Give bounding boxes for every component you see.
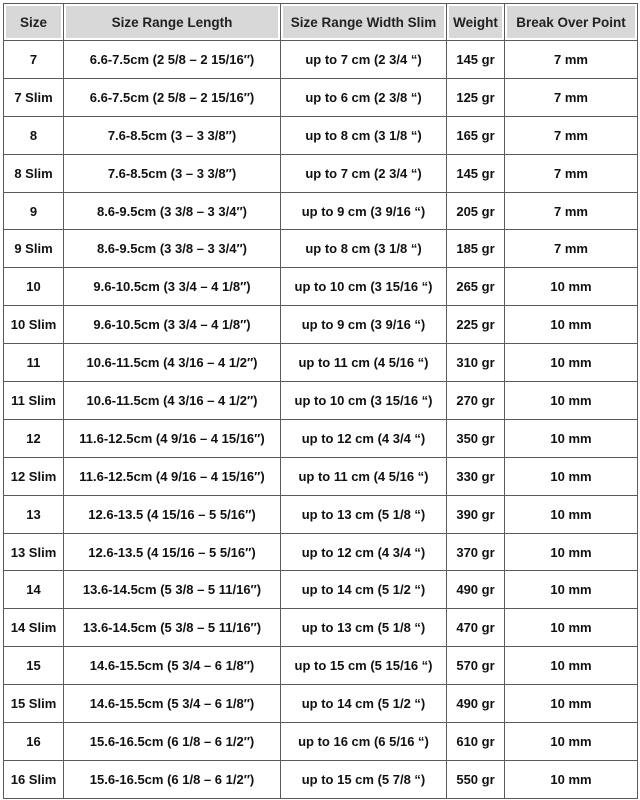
- table-row: [4, 155, 638, 193]
- table-row: [4, 420, 638, 458]
- cell-break-over-point: 10 mm: [505, 268, 638, 306]
- cell-size-range-width: up to 6 cm (2 3/8 “): [281, 79, 447, 117]
- cell-size: 16 Slim: [4, 761, 64, 799]
- cell-size-range-width: up to 12 cm (4 3/4 “): [281, 534, 447, 572]
- cell-size: 14 Slim: [4, 609, 64, 647]
- header-row: [4, 4, 638, 41]
- header-size: Size: [4, 4, 64, 41]
- table-row: [4, 230, 638, 268]
- cell-size: 14: [4, 571, 64, 609]
- cell-weight: 470 gr: [447, 609, 505, 647]
- cell-weight: 330 gr: [447, 458, 505, 496]
- table-row: [4, 534, 638, 572]
- table-row: [4, 723, 638, 761]
- table-row: [4, 571, 638, 609]
- cell-size-range-length: 13.6-14.5cm (5 3/8 – 5 11/16″): [64, 571, 281, 609]
- cell-weight: 125 gr: [447, 79, 505, 117]
- cell-size-range-length: 7.6-8.5cm (3 – 3 3/8″): [64, 155, 281, 193]
- cell-break-over-point: 10 mm: [505, 306, 638, 344]
- cell-size: 7 Slim: [4, 79, 64, 117]
- cell-size-range-width: up to 11 cm (4 5/16 “): [281, 344, 447, 382]
- cell-break-over-point: 7 mm: [505, 230, 638, 268]
- cell-size-range-width: up to 12 cm (4 3/4 “): [281, 420, 447, 458]
- cell-weight: 225 gr: [447, 306, 505, 344]
- table-row: [4, 647, 638, 685]
- cell-size-range-length: 10.6-11.5cm (4 3/16 – 4 1/2″): [64, 382, 281, 420]
- cell-size: 13: [4, 496, 64, 534]
- cell-size: 10: [4, 268, 64, 306]
- table-row: [4, 685, 638, 723]
- cell-size-range-length: 11.6-12.5cm (4 9/16 – 4 15/16″): [64, 420, 281, 458]
- cell-size-range-width: up to 10 cm (3 15/16 “): [281, 382, 447, 420]
- header-weight: Weight: [447, 4, 505, 41]
- cell-weight: 145 gr: [447, 155, 505, 193]
- cell-size-range-width: up to 14 cm (5 1/2 “): [281, 571, 447, 609]
- cell-size: 10 Slim: [4, 306, 64, 344]
- cell-weight: 570 gr: [447, 647, 505, 685]
- cell-break-over-point: 10 mm: [505, 496, 638, 534]
- cell-size: 11 Slim: [4, 382, 64, 420]
- header-size-range-width: Size Range Width Slim: [281, 4, 447, 41]
- cell-size-range-length: 14.6-15.5cm (5 3/4 – 6 1/8″): [64, 685, 281, 723]
- size-chart-table: [3, 3, 638, 799]
- table-row: [4, 79, 638, 117]
- cell-size-range-width: up to 9 cm (3 9/16 “): [281, 193, 447, 231]
- cell-size-range-length: 9.6-10.5cm (3 3/4 – 4 1/8″): [64, 268, 281, 306]
- table-body: [4, 41, 638, 799]
- cell-size-range-width: up to 8 cm (3 1/8 “): [281, 117, 447, 155]
- cell-weight: 490 gr: [447, 571, 505, 609]
- cell-size-range-length: 9.6-10.5cm (3 3/4 – 4 1/8″): [64, 306, 281, 344]
- cell-size: 8 Slim: [4, 155, 64, 193]
- cell-size-range-length: 14.6-15.5cm (5 3/4 – 6 1/8″): [64, 647, 281, 685]
- cell-break-over-point: 7 mm: [505, 117, 638, 155]
- cell-weight: 145 gr: [447, 41, 505, 79]
- cell-size-range-length: 8.6-9.5cm (3 3/8 – 3 3/4″): [64, 193, 281, 231]
- cell-size-range-length: 6.6-7.5cm (2 5/8 – 2 15/16″): [64, 41, 281, 79]
- table-row: [4, 458, 638, 496]
- cell-size-range-length: 10.6-11.5cm (4 3/16 – 4 1/2″): [64, 344, 281, 382]
- cell-break-over-point: 7 mm: [505, 41, 638, 79]
- header-break-over-point: Break Over Point: [505, 4, 638, 41]
- table-row: [4, 382, 638, 420]
- cell-size-range-length: 11.6-12.5cm (4 9/16 – 4 15/16″): [64, 458, 281, 496]
- cell-size-range-length: 7.6-8.5cm (3 – 3 3/8″): [64, 117, 281, 155]
- cell-weight: 205 gr: [447, 193, 505, 231]
- cell-size-range-length: 15.6-16.5cm (6 1/8 – 6 1/2″): [64, 723, 281, 761]
- cell-size-range-width: up to 11 cm (4 5/16 “): [281, 458, 447, 496]
- cell-size: 15: [4, 647, 64, 685]
- cell-size: 13 Slim: [4, 534, 64, 572]
- cell-weight: 185 gr: [447, 230, 505, 268]
- table-row: [4, 193, 638, 231]
- cell-size: 9 Slim: [4, 230, 64, 268]
- cell-size-range-width: up to 7 cm (2 3/4 “): [281, 41, 447, 79]
- cell-size-range-width: up to 8 cm (3 1/8 “): [281, 230, 447, 268]
- header-size-range-length: Size Range Length: [64, 4, 281, 41]
- cell-weight: 550 gr: [447, 761, 505, 799]
- cell-size-range-length: 8.6-9.5cm (3 3/8 – 3 3/4″): [64, 230, 281, 268]
- table-row: [4, 344, 638, 382]
- cell-break-over-point: 10 mm: [505, 458, 638, 496]
- table-row: [4, 761, 638, 799]
- cell-size-range-length: 15.6-16.5cm (6 1/8 – 6 1/2″): [64, 761, 281, 799]
- cell-size-range-width: up to 15 cm (5 7/8 “): [281, 761, 447, 799]
- cell-break-over-point: 10 mm: [505, 685, 638, 723]
- cell-size-range-width: up to 14 cm (5 1/2 “): [281, 685, 447, 723]
- cell-size: 12: [4, 420, 64, 458]
- cell-size: 15 Slim: [4, 685, 64, 723]
- cell-size: 11: [4, 344, 64, 382]
- cell-weight: 310 gr: [447, 344, 505, 382]
- cell-size-range-width: up to 16 cm (6 5/16 “): [281, 723, 447, 761]
- cell-break-over-point: 7 mm: [505, 155, 638, 193]
- cell-break-over-point: 7 mm: [505, 193, 638, 231]
- table-row: [4, 268, 638, 306]
- cell-size: 7: [4, 41, 64, 79]
- cell-weight: 490 gr: [447, 685, 505, 723]
- cell-break-over-point: 10 mm: [505, 534, 638, 572]
- cell-break-over-point: 10 mm: [505, 571, 638, 609]
- cell-weight: 610 gr: [447, 723, 505, 761]
- table-row: [4, 306, 638, 344]
- cell-weight: 165 gr: [447, 117, 505, 155]
- cell-size: 8: [4, 117, 64, 155]
- cell-weight: 390 gr: [447, 496, 505, 534]
- cell-break-over-point: 10 mm: [505, 761, 638, 799]
- table-row: [4, 117, 638, 155]
- cell-break-over-point: 10 mm: [505, 344, 638, 382]
- cell-size-range-width: up to 13 cm (5 1/8 “): [281, 496, 447, 534]
- cell-break-over-point: 7 mm: [505, 79, 638, 117]
- cell-size-range-width: up to 13 cm (5 1/8 “): [281, 609, 447, 647]
- table-row: [4, 609, 638, 647]
- cell-weight: 350 gr: [447, 420, 505, 458]
- table-row: [4, 496, 638, 534]
- cell-weight: 370 gr: [447, 534, 505, 572]
- cell-size-range-width: up to 7 cm (2 3/4 “): [281, 155, 447, 193]
- cell-break-over-point: 10 mm: [505, 647, 638, 685]
- cell-size-range-width: up to 9 cm (3 9/16 “): [281, 306, 447, 344]
- cell-size-range-width: up to 10 cm (3 15/16 “): [281, 268, 447, 306]
- cell-size: 9: [4, 193, 64, 231]
- table-row: [4, 41, 638, 79]
- cell-size-range-length: 12.6-13.5 (4 15/16 – 5 5/16″): [64, 496, 281, 534]
- cell-size: 16: [4, 723, 64, 761]
- cell-weight: 265 gr: [447, 268, 505, 306]
- cell-break-over-point: 10 mm: [505, 420, 638, 458]
- cell-size: 12 Slim: [4, 458, 64, 496]
- cell-break-over-point: 10 mm: [505, 723, 638, 761]
- cell-size-range-length: 12.6-13.5 (4 15/16 – 5 5/16″): [64, 534, 281, 572]
- cell-weight: 270 gr: [447, 382, 505, 420]
- cell-size-range-length: 6.6-7.5cm (2 5/8 – 2 15/16″): [64, 79, 281, 117]
- cell-break-over-point: 10 mm: [505, 609, 638, 647]
- cell-break-over-point: 10 mm: [505, 382, 638, 420]
- cell-size-range-length: 13.6-14.5cm (5 3/8 – 5 11/16″): [64, 609, 281, 647]
- cell-size-range-width: up to 15 cm (5 15/16 “): [281, 647, 447, 685]
